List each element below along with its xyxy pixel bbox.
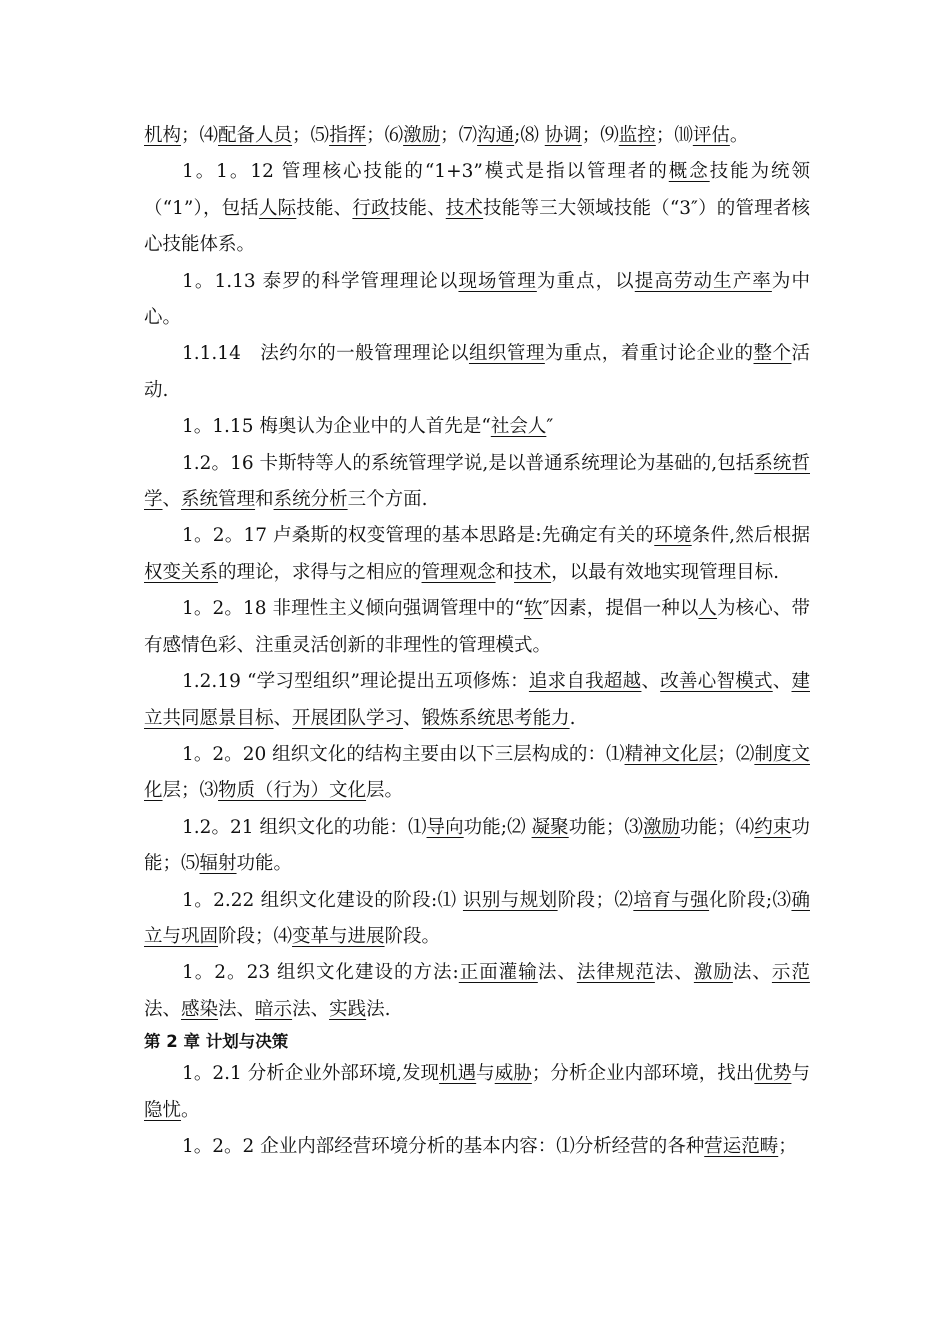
underlined-term: 激励 <box>693 962 733 984</box>
underlined-term: 激励 <box>642 816 681 838</box>
underlined-term: 社会人 <box>490 416 547 438</box>
text-run: ；⑵ <box>717 743 755 765</box>
underlined-term: 制度文化 <box>144 743 810 802</box>
underlined-term: 软 <box>523 598 543 620</box>
underlined-term: 监控 <box>618 125 656 146</box>
text-run: 。 <box>181 1099 200 1121</box>
paragraph <box>144 810 810 883</box>
text-run: 为重点，以 <box>536 270 635 292</box>
text-run: 技能为统领（“1”），包括 <box>144 161 810 219</box>
underlined-term: 组织管理 <box>468 343 545 365</box>
text-run: 法、 <box>654 962 694 984</box>
text-run: 法、 <box>732 962 772 984</box>
text-run: 技能、 <box>296 197 353 219</box>
underlined-term: 配备人员 <box>218 125 293 146</box>
underlined-term: 改善心智模式 <box>660 671 773 693</box>
paragraph <box>144 264 810 337</box>
text-run: ″因素，提倡一种以 <box>542 598 699 620</box>
underlined-term: 开展团队学习 <box>292 707 404 729</box>
text-run: ；⑷ <box>181 125 219 146</box>
text-run: 功能；⑶ <box>568 816 643 838</box>
paragraph <box>144 336 810 409</box>
text-run: 1。2.1 分析企业外部环境,发现 <box>182 1063 440 1085</box>
text-run: 1。1.15 梅奥认为企业中的人首先是“ <box>182 416 491 438</box>
underlined-term: 激励 <box>403 125 441 146</box>
underlined-term: 行政 <box>352 197 390 219</box>
text-run: ″ <box>546 416 554 438</box>
paragraph <box>144 955 810 1028</box>
text-run: 功能；⑸ <box>144 816 810 875</box>
underlined-term: 培育与强 <box>633 889 710 911</box>
text-run: 与 <box>476 1063 495 1085</box>
text-run: 1。1.13 泰罗的科学管理理论以 <box>182 270 459 292</box>
text-run: 1.2。21 组织文化的功能：⑴ <box>182 816 427 838</box>
paragraph <box>144 118 810 154</box>
text-run: 层。 <box>366 780 404 802</box>
text-run: 、 <box>162 489 182 511</box>
underlined-term: 威胁 <box>494 1063 532 1085</box>
text-run: 阶段。 <box>384 925 441 947</box>
text-run: 1。2。23 组织文化建设的方法: <box>182 962 459 984</box>
text-run: ；⑸ <box>292 125 330 146</box>
underlined-term: 人际 <box>258 197 297 219</box>
text-run: 和 <box>255 489 274 511</box>
text-run: 阶段；⑵ <box>557 889 634 911</box>
underlined-term: 机遇 <box>439 1063 477 1085</box>
text-run: ，以最有效地实现管理目标. <box>551 561 779 583</box>
text-run: 功能；⑷ <box>680 816 755 838</box>
underlined-term: 感染 <box>181 998 219 1020</box>
underlined-term: 凝聚 <box>531 816 569 838</box>
paragraph <box>144 1129 810 1165</box>
text-run: 、 <box>273 707 293 729</box>
text-run: 活动. <box>144 343 810 401</box>
text-run: 条件,然后根据 <box>691 525 810 547</box>
text-run: 1。1。12 管理核心技能的“1+3”模式是指以管理者的 <box>182 161 669 183</box>
text-run: 、 <box>772 671 792 693</box>
text-run: ；⑽ <box>655 125 693 146</box>
paragraph <box>144 518 810 591</box>
text-run: 1。2。20 组织文化的结构主要由以下三层构成的：⑴ <box>182 743 625 765</box>
paragraph <box>144 1056 810 1129</box>
underlined-term: 权变关系 <box>144 561 219 583</box>
underlined-term: 优势 <box>754 1063 792 1085</box>
text-run: 法、 <box>292 998 330 1020</box>
underlined-term: 机构 <box>144 125 182 146</box>
text-run: 第 2 章 计划与决策 <box>144 1032 289 1052</box>
text-run: 为核心、带有感情色彩、注重灵活创新的非理性的管理模式。 <box>144 598 810 656</box>
underlined-term: 建立共同愿景目标 <box>144 671 810 729</box>
text-run: 1。2。18 非理性主义倾向强调管理中的“ <box>182 598 524 620</box>
text-run: 法. <box>366 998 391 1020</box>
text-run: 1.2。16 卡斯特等人的系统管理学说,是以普通系统理论为基础的,包括 <box>182 452 755 474</box>
underlined-term: 现场管理 <box>458 270 537 292</box>
text-run: ；分析企业内部环境，找出 <box>531 1063 755 1085</box>
text-run: ；⑼ <box>581 125 619 146</box>
underlined-term: 变革与进展 <box>292 925 385 947</box>
text-run: ；⑹ <box>366 125 404 146</box>
paragraph <box>144 409 810 445</box>
paragraph <box>144 154 810 263</box>
paragraph <box>144 883 810 956</box>
underlined-term: 整个 <box>753 343 792 365</box>
underlined-term: 约束 <box>754 816 792 838</box>
text-run: 1.2.19 “学习型组织”理论提出五项修炼： <box>182 671 529 693</box>
text-run: 1。2。2 企业内部经营环境分析的基本内容：⑴分析经营的各种 <box>182 1135 705 1157</box>
text-run: 1。2。17 卢桑斯的权变管理的基本思路是:先确定有关的 <box>182 525 655 547</box>
underlined-term: 技术 <box>514 561 552 583</box>
text-run: 层；⑶ <box>162 780 219 802</box>
text-run: 与 <box>791 1063 810 1085</box>
underlined-term: 实践 <box>329 998 367 1020</box>
document-body <box>144 118 810 1165</box>
text-run: . <box>569 707 576 729</box>
text-run: 技能、 <box>389 197 446 219</box>
text-run: 阶段；⑷ <box>218 925 293 947</box>
text-run: 法、 <box>537 962 577 984</box>
underlined-term: 环境 <box>654 525 692 547</box>
paragraph <box>144 591 810 664</box>
text-run: ；⑺ <box>440 125 478 146</box>
underlined-term: 物质（行为）文化 <box>218 780 367 802</box>
underlined-term: 正面灌输 <box>458 962 538 984</box>
underlined-term: 精神文化层 <box>624 743 718 765</box>
underlined-term: 评估 <box>692 125 730 146</box>
underlined-term: 系统哲学 <box>144 452 810 511</box>
text-run: ;⑻ <box>514 125 545 146</box>
underlined-term: 锻炼系统思考能力 <box>421 707 570 729</box>
underlined-term: 沟通 <box>477 125 515 146</box>
text-run: 法、 <box>144 998 182 1020</box>
text-run: 和 <box>495 561 515 583</box>
underlined-term: 示范 <box>771 962 810 984</box>
underlined-term: 系统管理 <box>181 489 256 511</box>
underlined-term: 营运范畴 <box>704 1135 779 1157</box>
text-run: 的理论，求得与之相应的 <box>218 561 422 583</box>
underlined-term: 指挥 <box>329 125 367 146</box>
paragraph <box>144 737 810 810</box>
text-run: 1。2.22 组织文化建设的阶段:⑴ <box>182 889 463 911</box>
underlined-term: 提高劳动生产率 <box>634 270 772 292</box>
underlined-term: 隐忧 <box>144 1099 182 1121</box>
text-run: 1.1.14 法约尔的一般管理理论以 <box>182 343 469 365</box>
paragraph <box>144 446 810 519</box>
text-run: 功能。 <box>236 853 293 875</box>
text-run: 功能;⑵ <box>463 816 532 838</box>
text-run: 化阶段;⑶ <box>709 889 792 911</box>
underlined-term: 管理观念 <box>421 561 496 583</box>
text-run: 三个方面. <box>347 489 428 511</box>
underlined-term: 人 <box>698 598 718 620</box>
text-run: 、 <box>403 707 422 729</box>
text-run: 。 <box>729 125 749 146</box>
text-run: 、 <box>641 671 661 693</box>
paragraph <box>144 664 810 737</box>
underlined-term: 辐射 <box>199 853 237 875</box>
underlined-term: 概念 <box>668 161 710 183</box>
chapter-heading <box>144 1028 810 1056</box>
underlined-term: 追求自我超越 <box>528 671 642 693</box>
underlined-term: 确立与巩固 <box>144 889 810 947</box>
text-run: 技能等三大领域技能（“3″）的管理者核心技能体系。 <box>144 197 810 256</box>
underlined-term: 协调 <box>544 125 582 146</box>
underlined-term: 暗示 <box>255 998 293 1020</box>
underlined-term: 系统分析 <box>273 489 348 511</box>
text-run: 法、 <box>218 998 256 1020</box>
text-run: 为重点，着重讨论企业的 <box>544 343 754 365</box>
underlined-term: 识别与规划 <box>462 889 558 911</box>
underlined-term: 导向 <box>426 816 464 838</box>
text-run: ； <box>778 1135 797 1157</box>
underlined-term: 技术 <box>445 197 484 219</box>
underlined-term: 法律规范 <box>576 962 655 984</box>
text-run: 为中心。 <box>144 270 810 329</box>
